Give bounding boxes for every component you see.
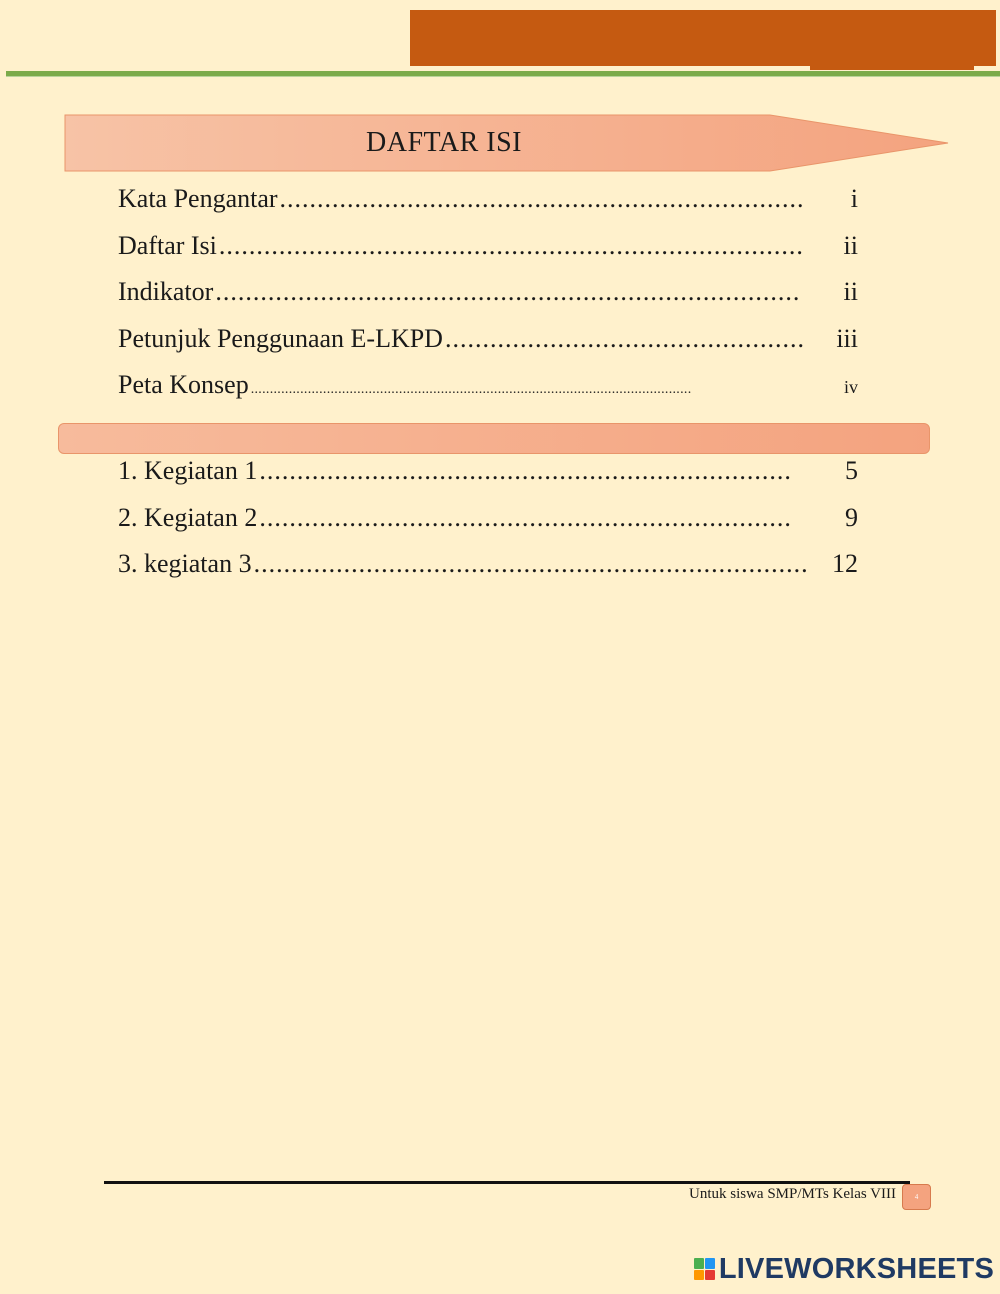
header-divider-shadow <box>6 76 1000 77</box>
toc-entry-kegiatan-1[interactable] <box>118 458 858 505</box>
toc-entry-page: iv <box>843 377 858 397</box>
toc-entry-indikator[interactable] <box>118 279 858 326</box>
toc-entry-page: 5 <box>845 458 858 485</box>
toc-entry-kegiatan-3[interactable] <box>118 551 858 598</box>
toc-leader-dots: .......................................................................... <box>253 551 809 577</box>
toc-entry-label: Petunjuk Penggunaan E-LKPD <box>118 325 443 353</box>
toc-entry-label: 2. Kegiatan 2 <box>118 504 258 532</box>
toc-leader-dots: ................................................ <box>444 325 805 352</box>
toc-entry-page: ii <box>843 279 858 306</box>
toc-entry-page: i <box>850 186 858 213</box>
toc-entry-daftar-isi[interactable] <box>118 233 858 280</box>
page-number-badge: 4 <box>902 1184 931 1210</box>
toc-entry-label: Daftar Isi <box>118 232 217 260</box>
toc-entry-label: Peta Konsep <box>118 372 249 399</box>
toc-leader-dots: ....................................................................... <box>259 504 792 531</box>
liveworksheets-logo-icon <box>694 1258 715 1280</box>
toc-entry-page: 12 <box>832 551 858 578</box>
header-bar-tab <box>810 62 974 70</box>
page-title: DAFTAR ISI <box>366 127 522 158</box>
toc-entry-label: 1. Kegiatan 1 <box>118 458 258 485</box>
footer-rule <box>104 1181 910 1184</box>
toc-main-activities <box>118 458 858 598</box>
liveworksheets-logo[interactable] <box>694 1252 994 1286</box>
section-divider-bar <box>58 423 930 454</box>
toc-entry-peta-konsep[interactable] <box>118 372 858 419</box>
toc-entry-label: Kata Pengantar <box>118 186 278 213</box>
toc-entry-kata-pengantar[interactable] <box>118 186 858 233</box>
toc-entry-page: iii <box>836 325 858 353</box>
toc-entry-label: 3. kegiatan 3 <box>118 551 252 578</box>
toc-entry-kegiatan-2[interactable] <box>118 505 858 552</box>
toc-leader-dots: .................................................................................................................... <box>250 383 692 397</box>
toc-entry-petunjuk[interactable] <box>118 326 858 373</box>
toc-front-matter <box>118 186 858 419</box>
toc-entry-label: Indikator <box>118 279 214 306</box>
footer-caption: Untuk siswa SMP/MTs Kelas VIII <box>688 1186 896 1202</box>
toc-entry-page: ii <box>843 232 858 260</box>
toc-leader-dots: ...................................................................... <box>279 186 805 212</box>
toc-leader-dots: .............................................................................. <box>215 279 801 305</box>
toc-entry-page: 9 <box>845 504 858 532</box>
header-bar <box>410 10 996 66</box>
toc-leader-dots: ....................................................................... <box>259 458 792 484</box>
logo-wordmark: LIVEWORKSHEETS <box>718 1252 994 1285</box>
toc-leader-dots: .............................................................................. <box>218 232 804 259</box>
